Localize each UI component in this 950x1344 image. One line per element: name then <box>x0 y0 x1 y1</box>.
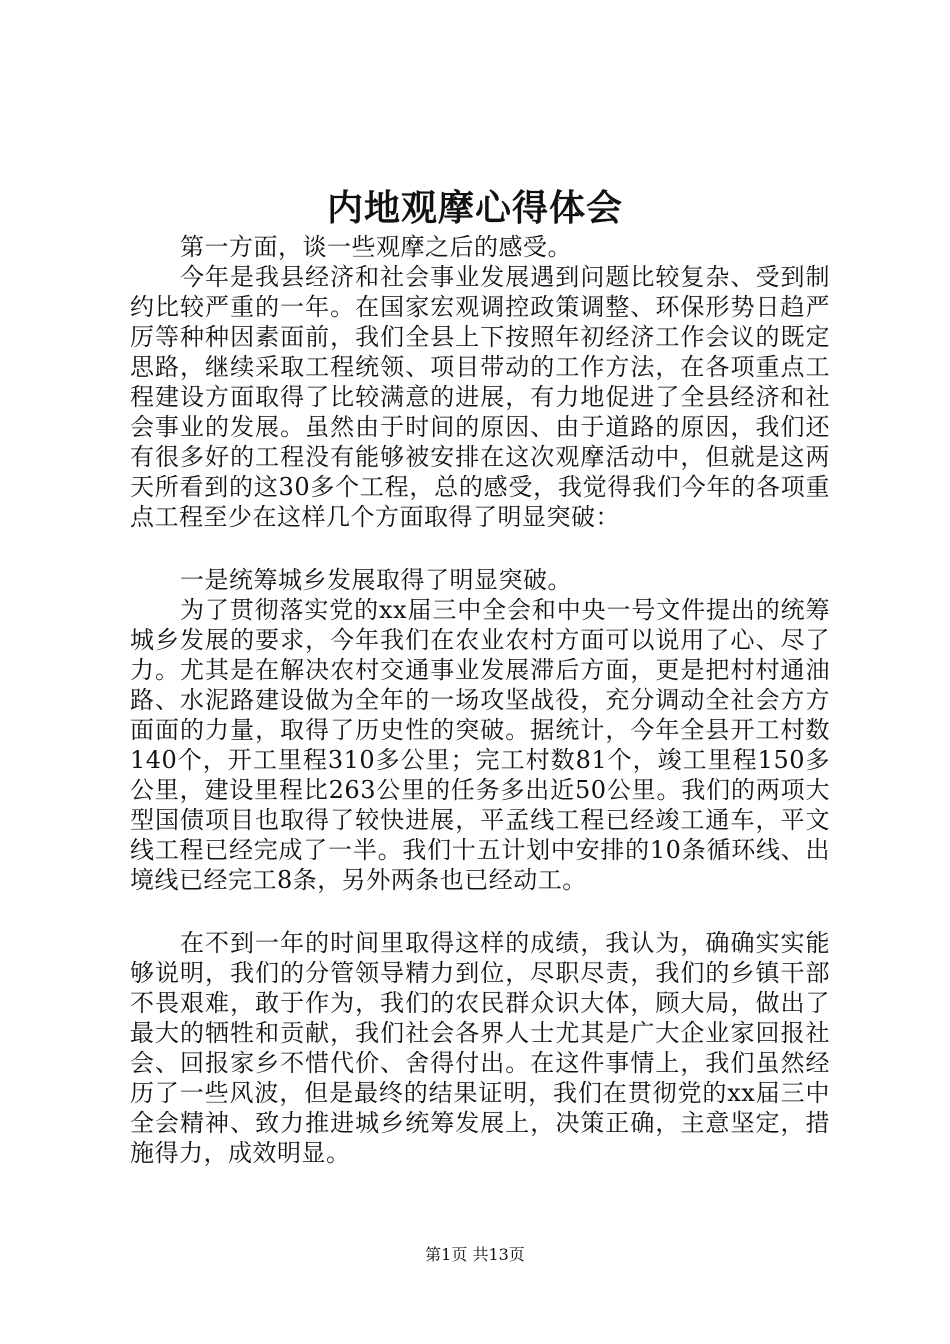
paragraph-overview: 今年是我县经济和社会事业发展遇到问题比较复杂、受到制约比较严重的一年。在国家宏观调控政策调整、环保形势日趋严厉等种种因素面前，我们全县上下按照年初经济工作会议的既定思路，继续采取工程统领、项目带动的工作方法，在各项重点工程建设方面取得了比较满意的进展，有力地促进了全县经济和社会事业的发展。虽然由于时间的原因、由于道路的原因，我们还有很多好的工程没有能够被安排在这次观摩活动中，但就是这两天所看到的这30多个工程，总的感受，我觉得我们今年的各项重点工程至少在这样几个方面取得了明显突破： <box>130 263 830 531</box>
document-title: 内地观摩心得体会 <box>326 188 623 229</box>
paragraph-spacer <box>130 532 830 565</box>
paragraph-urban-rural: 为了贯彻落实党的xx届三中全会和中央一号文件提出的统筹城乡发展的要求，今年我们在农业农村方面可以说用了心、尽了力。尤其是在解决农村交通事业发展滞后方面，更是把村村通油路、水泥路建设做为全年的一场攻坚战役，充分调动全社会方方面面的力量，取得了历史性的突破。据统计，今年全县开工村数140个，开工里程310多公里；完工村数81个，竣工里程150多公里，建设里程比263公里的任务多出近50公里。我们的两项大型国债项目也取得了较快进展，平孟线工程已经竣工通车，平文线工程已经完成了一半。我们十五计划中安排的10条循环线、出境线已经完工8条，另外两条也已经动工。 <box>130 596 830 894</box>
paragraph-conclusion: 在不到一年的时间里取得这样的成绩，我认为，确确实实能够说明，我们的分管领导精力到位，尽职尽责，我们的乡镇干部不畏艰难，敢于作为，我们的农民群众识大体，顾大局，做出了最大的牺牲和贡献，我们社会各界人士尤其是广大企业家回报社会、回报家乡不惜代价、舍得付出。在这件事情上，我们虽然经历了一些风波，但是最终的结果证明，我们在贯彻党的xx届三中全会精神、致力推进城乡统筹发展上，决策正确，主意坚定，措施得力，成效明显。 <box>130 929 830 1167</box>
paragraph-spacer <box>130 895 830 928</box>
paragraph-intro: 第一方面，谈一些观摩之后的感受。 <box>180 233 572 261</box>
page-footer: 第1页 共13页 <box>425 1245 525 1264</box>
document-body <box>130 232 830 1168</box>
paragraph-heading-one: 一是统筹城乡发展取得了明显突破。 <box>180 566 572 594</box>
